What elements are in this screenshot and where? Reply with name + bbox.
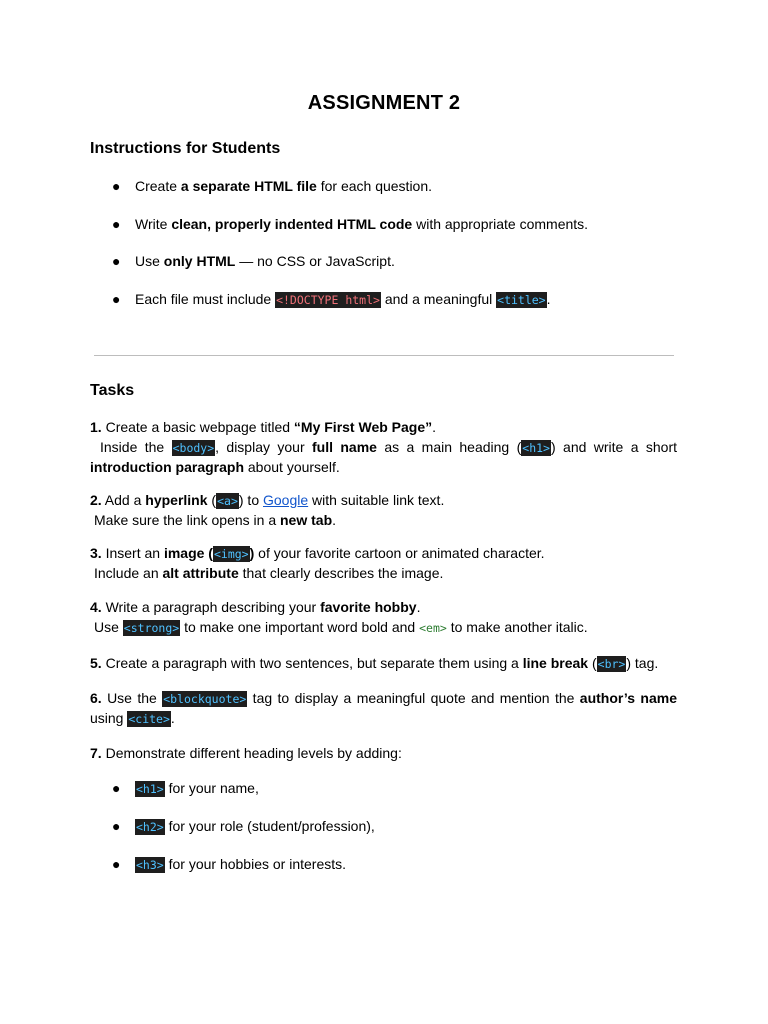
code-em: <em> — [419, 621, 447, 635]
code-blockquote: <blockquote> — [163, 692, 247, 706]
instruction-item: ● Create a separate HTML file for each question. — [112, 178, 433, 194]
bullet-icon: ● — [112, 780, 121, 796]
code-strong: <strong> — [123, 621, 180, 635]
task-7: 7. Demonstrate different heading levels by adding: — [90, 745, 402, 761]
task-1: 1. Create a basic webpage titled “My First Web Page”. Inside the <body>, display your full name as a main heading (<h1>) and write a short introduction paragraph about yourself. — [90, 419, 677, 475]
page-title: ASSIGNMENT 2 — [307, 92, 461, 114]
google-link[interactable]: Google — [263, 492, 309, 508]
task-5: 5. Create a paragraph with two sentences, but separate them using a line break (<br>) tag. — [90, 655, 659, 671]
code-a: <a> — [217, 494, 238, 508]
divider — [94, 355, 674, 356]
code-doctype: <!DOCTYPE html> — [276, 293, 380, 307]
code-h1: <h1> — [522, 441, 550, 455]
code-body: <body> — [172, 441, 215, 455]
code-img: <img> — [213, 547, 249, 561]
task-6: 6. Use the <blockquote> tag to display a meaningful quote and mention the author’s name using <cite>. — [90, 690, 677, 726]
instructions-heading: Instructions for Students — [90, 140, 281, 157]
heading-level-item: ● <h2> for your role (student/profession), — [112, 818, 375, 834]
bullet-icon: ● — [112, 291, 121, 307]
task-4: 4. Write a paragraph describing your favorite hobby. Use <strong> to make one important word bold and <em> to make another italic. — [90, 599, 588, 635]
bullet-icon: ● — [112, 818, 121, 834]
heading-level-item: ● <h3> for your hobbies or interests. — [112, 856, 347, 872]
code-h3: <h3> — [136, 858, 164, 872]
instruction-item: ● Each file must include <!DOCTYPE html> and a meaningful <title>. — [112, 291, 551, 307]
instruction-item: ● Write clean, properly indented HTML code with appropriate comments. — [112, 216, 589, 232]
task-2: 2. Add a hyperlink (<a>) to Google with suitable link text. Make sure the link opens in a new tab. — [90, 492, 445, 528]
instruction-item: ● Use only HTML — no CSS or JavaScript. — [112, 253, 395, 269]
heading-level-item: ● <h1> for your name, — [112, 780, 259, 796]
code-cite: <cite> — [128, 712, 170, 726]
code-br: <br> — [597, 657, 626, 671]
code-title: <title> — [497, 293, 546, 307]
bullet-icon: ● — [112, 178, 121, 194]
bullet-icon: ● — [112, 216, 121, 232]
code-h1: <h1> — [136, 782, 164, 796]
code-h2: <h2> — [136, 820, 164, 834]
bullet-icon: ● — [112, 856, 121, 872]
bullet-icon: ● — [112, 253, 121, 269]
task-3: 3. Insert an image (<img>) of your favorite cartoon or animated character. Include an alt attribute that clearly describes the image. — [90, 545, 545, 581]
tasks-heading: Tasks — [90, 382, 135, 399]
